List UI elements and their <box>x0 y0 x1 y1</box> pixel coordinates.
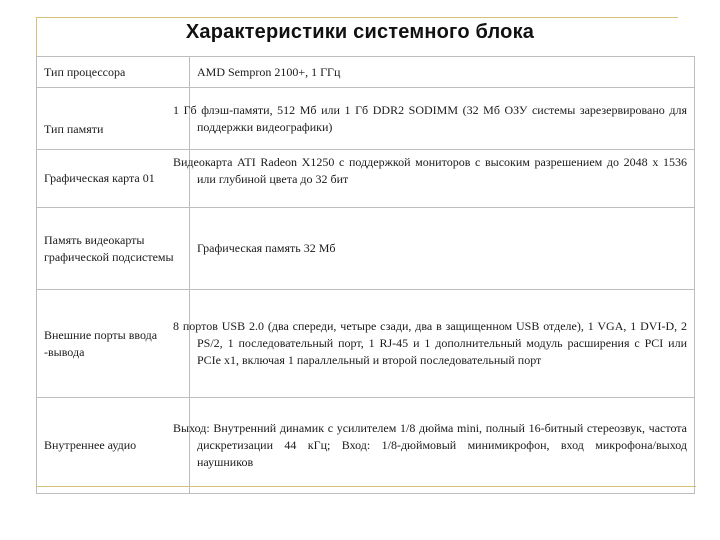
row-label: Тип памяти <box>37 88 190 150</box>
table-row <box>37 290 695 398</box>
table-row <box>37 150 695 208</box>
row-label: Тип процессора <box>37 57 190 88</box>
row-value: Видеокарта ATI Radeon X1250 с поддержкой мониторов с высоким разрешением до 2048 x 1536 или глубиной цвета до 32 бит <box>190 150 695 208</box>
row-label: Внешние порты ввода -вывода <box>37 290 190 398</box>
row-value: Графическая память 32 Мб <box>190 208 695 290</box>
row-label: Память видеокарты графической подсистемы <box>37 208 190 290</box>
table-row <box>37 208 695 290</box>
table-row <box>37 57 695 88</box>
row-label: Графическая карта 01 <box>37 150 190 208</box>
table-row <box>37 398 695 494</box>
table-row <box>37 88 695 150</box>
page-title: Характеристики системного блока <box>185 21 535 43</box>
row-value: AMD Sempron 2100+, 1 ГГц <box>190 57 695 88</box>
row-label: Внутреннее аудио <box>37 398 190 494</box>
row-value: 8 портов USB 2.0 (два спереди, четыре сзади, два в защищенном USB отделе), 1 VGA, 1 DVI-D, 2 PS/2, 1 последовательный порт, 1 RJ-45 и 1 дополнительный модуль расширения с PCI или PCIe x1, включая 1 параллельный и второй последовательный порт <box>190 290 695 398</box>
row-value: 1 Гб флэш-памяти, 512 Мб или 1 Гб DDR2 SODIMM (32 Мб ОЗУ системы зарезервировано для поддержки видеографики) <box>190 88 695 150</box>
row-value: Выход: Внутренний динамик с усилителем 1/8 дюйма mini, полный 16-битный стереозвук, частота дискретизации 44 кГц; Вход: 1/8-дюймовый минимикрофон, вход микрофона/выход наушников <box>190 398 695 494</box>
specs-table <box>36 56 695 494</box>
top-rule <box>36 17 678 18</box>
